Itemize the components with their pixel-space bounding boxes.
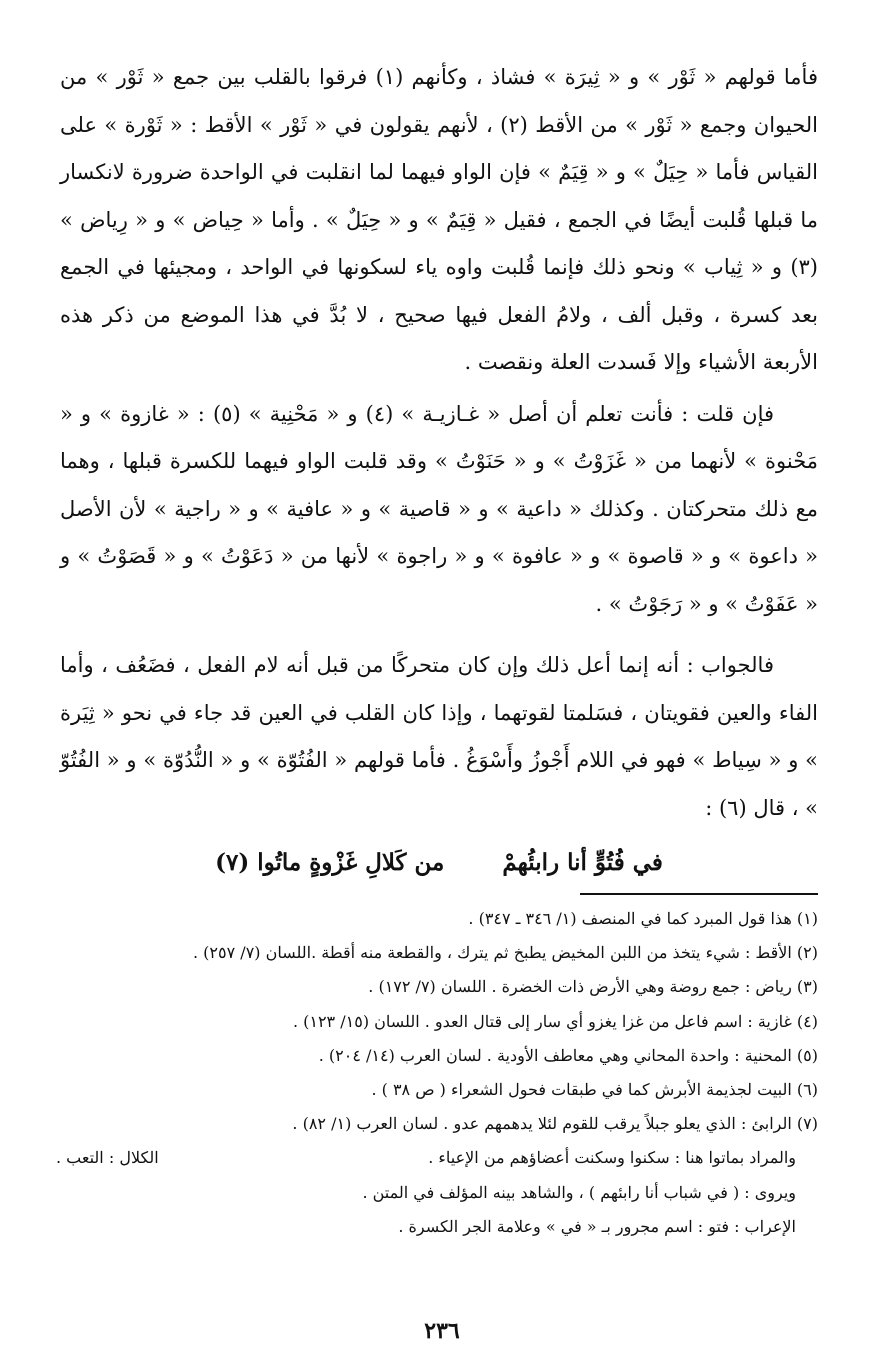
footnote-7-meaning: والمراد بماتوا هنا : سكنوا وسكنت أعضاؤهم من الإعياء . [428, 1148, 796, 1168]
main-text [60, 54, 818, 888]
poetry-verse [60, 838, 818, 888]
paragraph-3: فالجواب : أنه إنما أعل ذلك وإن كان متحركًا من قبل أنه لام الفعل ، فضَعُف ، وأما الفاء والعين فقويتان ، فسَلمتا لقوتهما ، وإذا كان القلب في العين قد جاء في نحو « ثِيَرة » و « سِياط » فهو في اللام أَجْوزُ وأَسْوَغُ . فأما قولهم « الفُتُوّة » و « النُّدُوّة » و « الفُتُوّ » ، قال (٦) : [60, 653, 818, 820]
paragraph-2: فإن قلت : فأنت تعلم أن أصل « غـازيـة » (٤) و « مَحْنِية » (٥) : « غازوة » و « مَحْنوة » لأنهما من « غَزَوْتُ » و « حَنَوْتُ » وقد قلبت الواو فيهما للكسرة قبلها ، وهما مع ذلك متحركتان . وكذلك « داعية » و « قاصية » و « عافية » و « راجية » لأن الأصل « داعوة » و « قاصوة » و « عافوة » و « راجوة » لأنها من « دَعَوْتُ » و « قَصَوْتُ » و « عَفَوْتُ » و « رَجَوْتُ » . [60, 401, 818, 616]
paragraph-1: فأما قولهم « ثَوْر » و « ثِيرَة » فشاذ ، وكأنهم (١) فرقوا بالقلب بين جمع « ثَوْر » من الحيوان وجمع « ثَوْر » من الأقط (٢) ، لأنهم يقولون في « ثَوْر » الأقط : « ثَوْرة » على القياس فأما « حِيَلٌ » و « قِيَمٌ » فإن الواو فيهما لما انقلبت في الواحدة ضرورة لانكسار ما قبلها قُلبت أيضًا في الجمع ، فقيل « قِيَمٌ » و « حِيَلٌ » . وأما « حِياض » و « رِياض » (٣) و « ثِياب » ونحو ذلك فإنما قُلبت واوه ياء لسكونها في الواحد ، ومجيئها في الجمع بعد كسرة ، وقبل ألف ، ولامُ الفعل فيها صحيح ، لا بُدَّ في هذا الموضع من ذكر هذه الأربعة الأشياء وإلا فَسدت العلة ونقصت . [60, 65, 818, 374]
footnote-2: (٢) الأقط : شيء يتخذ من اللبن المخيض يطبخ ثم يترك ، والقطعة منه أقطة .اللسان (٧/ ٢٥٧) . [193, 943, 818, 963]
verse-first-hemistich: في فُتُوٍّ أنا رابئُهمْ [502, 849, 663, 876]
footnote-7-meaning-row [56, 1141, 818, 1175]
footnote-1: (١) هذا قول المبرد كما في المنصف (١/ ٣٤٦ ـ ٣٤٧) . [468, 909, 818, 928]
footnotes [56, 902, 818, 1244]
footnote-7-kalal: الكلال : التعب . [56, 1148, 159, 1168]
footnote-5: (٥) المحنية : واحدة المحاني وهي معاطف الأودية . لسان العرب (١٤/ ٢٠٤) . [318, 1045, 818, 1065]
verse-second-hemistich: من كَلالِ غَزْوةٍ ماتُوا (٧) [215, 849, 445, 876]
footnote-7: (٧) الرابئ : الذي يعلو جبلاً يرقب للقوم لئلا يدهمهم عدو . لسان العرب (١/ ٨٢) . [292, 1114, 818, 1134]
footnote-7-irab: الإعراب : فتو : اسم مجرور بـ « في » وعلامة الجر الكسرة . [398, 1216, 796, 1236]
footnote-3: (٣) رياض : جمع روضة وهي الأرض ذات الخضرة . اللسان (٧/ ١٧٢) . [368, 977, 818, 997]
page-number: ٢٣٦ [424, 1318, 460, 1344]
footnote-6: (٦) البيت لجذيمة الأبرش كما في طبقات فحول الشعراء ( ص ٣٨ ) . [371, 1080, 818, 1100]
footnote-7-variant: ويروى : ( في شباب أنا رابئهم ) ، والشاهد بينه المؤلف في المتن . [362, 1182, 796, 1202]
footnote-4: (٤) غازية : اسم فاعل من غزا يغزو أي سار إلى قتال العدو . اللسان (١٥/ ١٢٣) . [292, 1011, 818, 1031]
footnote-divider [580, 893, 818, 895]
